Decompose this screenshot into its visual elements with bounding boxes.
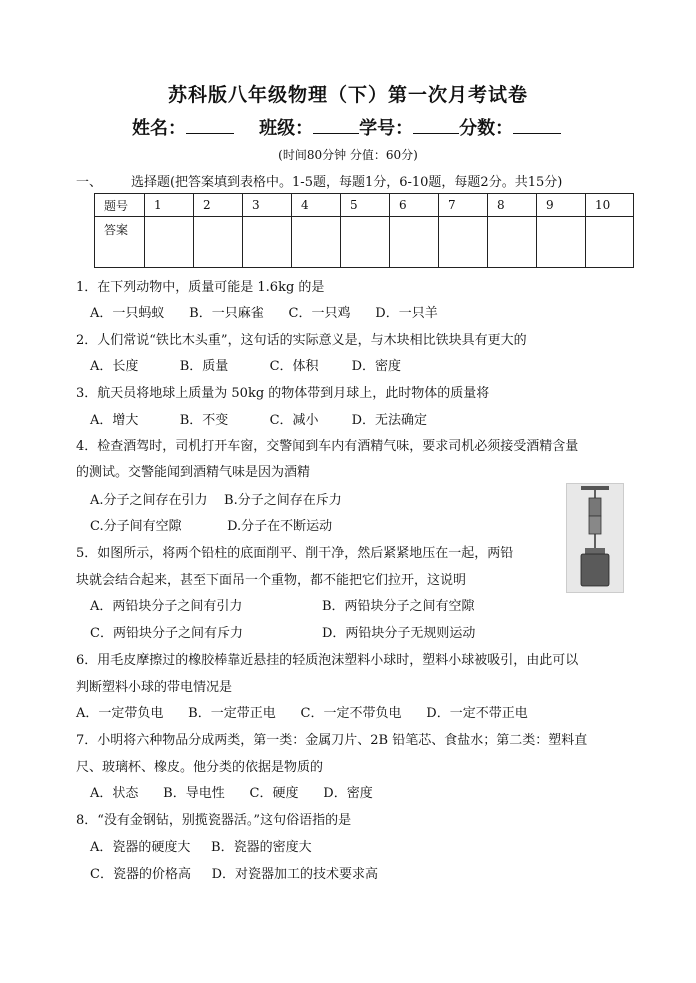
- hanging-weights-image: [567, 484, 623, 592]
- answer-cell[interactable]: [292, 217, 341, 268]
- table-cell: 10: [586, 194, 634, 217]
- q8-stem: 8．“没有金钢钻，别揽瓷器活。”这句俗语指的是: [76, 813, 352, 828]
- id-blank: [413, 119, 459, 134]
- table-row-answers: [95, 217, 634, 268]
- q1-stem: 1．在下列动物中，质量可能是 1.6kg 的是: [76, 280, 325, 295]
- answer-cell[interactable]: [341, 217, 390, 268]
- q7-stem-line1: 7．小明将六种物品分成两类，第一类：金属刀片、2B 铅笔芯、食盐水；第二类：塑料直: [76, 733, 588, 748]
- q6-stem-line1: 6．用毛皮摩擦过的橡胶棒靠近悬挂的轻质泡沫塑料小球时，塑料小球被吸引，由此可以: [76, 653, 579, 668]
- id-label: 学号：: [359, 118, 414, 139]
- q2-stem: 2．人们常说“铁比木头重”，这句话的实际意义是，与木块相比铁块具有更大的: [76, 333, 527, 348]
- student-info-line: [132, 114, 561, 140]
- exam-title: 苏科版八年级物理（下）第一次月考试卷: [167, 84, 528, 106]
- class-blank: [313, 119, 359, 134]
- table-cell: 2: [194, 194, 243, 217]
- name-blank: [186, 119, 234, 134]
- q6-stem-line2: 判断塑料小球的带电情况是: [76, 680, 233, 695]
- section-heading: [76, 171, 562, 190]
- q4-stem-line2: 的测试。交警能闻到酒精气味是因为酒精: [76, 465, 311, 480]
- answer-table: [94, 193, 634, 268]
- q4-options-line1: A.分子之间存在引力 B.分子之间存在斥力: [90, 493, 342, 508]
- q5-option-d: D．两铅块分子无规则运动: [322, 626, 476, 641]
- q7-options: A．状态 B．导电性 C．硬度 D．密度: [90, 786, 373, 801]
- q8-options-line1: A．瓷器的硬度大 B．瓷器的密度大: [90, 840, 312, 855]
- q5-stem-line2: 块就会结合起来，甚至下面吊一个重物，都不能把它们拉开，这说明: [76, 573, 467, 588]
- table-cell: 4: [292, 194, 341, 217]
- q5-option-c: C．两铅块分子之间有斥力: [90, 626, 243, 641]
- q3-options: A．增大 B．不变 C．减小 D．无法确定: [90, 413, 428, 428]
- score-label: 分数：: [459, 118, 514, 139]
- q5-stem-line1: 5．如图所示，将两个铅柱的底面削平、削干净，然后紧紧地压在一起，两铅: [76, 546, 514, 561]
- q4-options-line2: C.分子间有空隙 D.分子在不断运动: [90, 519, 333, 534]
- table-cell: 3: [243, 194, 292, 217]
- row-label-number: 题号: [95, 194, 145, 217]
- q5-option-b: B．两铅块分子之间有空隙: [322, 599, 475, 614]
- class-label: 班级：: [259, 118, 314, 139]
- table-cell: 6: [390, 194, 439, 217]
- section-instructions: 选择题(把答案填到表格中。1-5题，每题1分，6-10题，每题2分。共15分): [130, 175, 563, 190]
- answer-cell[interactable]: [243, 217, 292, 268]
- name-label: 姓名：: [132, 118, 186, 139]
- q5-option-a: A．两铅块分子之间有引力: [90, 599, 243, 614]
- q2-options: A．长度 B．质量 C．体积 D．密度: [90, 359, 402, 374]
- time-info: (时间80分钟 分值：60分): [278, 148, 418, 162]
- q7-stem-line2: 尺、玻璃杯、橡皮。他分类的依据是物质的: [76, 760, 324, 775]
- table-row-numbers: [95, 194, 634, 217]
- score-blank: [513, 119, 561, 134]
- q1-options: A．一只蚂蚁 B．一只麻雀 C．一只鸡 D．一只羊: [90, 306, 438, 321]
- answer-cell[interactable]: [537, 217, 586, 268]
- q4-stem-line1: 4．检查酒驾时，司机打开车窗，交警闻到车内有酒精气味，要求司机必须接受酒精含量: [76, 439, 579, 454]
- section-number: 一、: [76, 175, 103, 190]
- table-cell: 9: [537, 194, 586, 217]
- answer-cell[interactable]: [586, 217, 634, 268]
- answer-cell[interactable]: [145, 217, 194, 268]
- answer-cell[interactable]: [390, 217, 439, 268]
- row-label-answer: 答案: [95, 217, 145, 268]
- table-cell: 1: [145, 194, 194, 217]
- table-cell: 7: [439, 194, 488, 217]
- answer-cell[interactable]: [194, 217, 243, 268]
- table-cell: 8: [488, 194, 537, 217]
- table-cell: 5: [341, 194, 390, 217]
- q3-stem: 3．航天员将地球上质量为 50kg 的物体带到月球上，此时物体的质量将: [76, 386, 490, 401]
- q8-options-line2: C．瓷器的价格高 D．对瓷器加工的技术要求高: [90, 867, 379, 882]
- lead-cylinders-figure: [566, 483, 624, 593]
- answer-cell[interactable]: [488, 217, 537, 268]
- q6-options: A．一定带负电 B．一定带正电 C．一定不带负电 D．一定不带正电: [76, 706, 528, 721]
- answer-cell[interactable]: [439, 217, 488, 268]
